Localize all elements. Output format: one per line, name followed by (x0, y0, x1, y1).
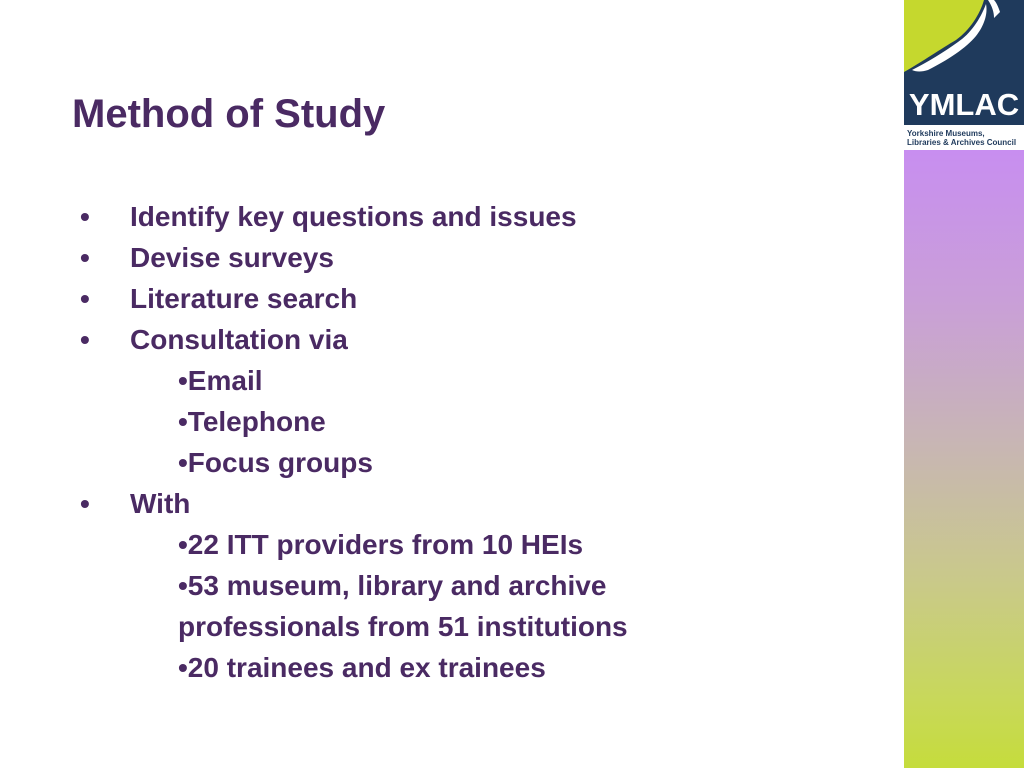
sub-item-text: professionals from 51 institutions (178, 611, 628, 642)
bullet-icon: • (80, 242, 90, 273)
sub-list-item (0, 360, 900, 401)
list-item (0, 483, 900, 524)
bullet-icon: • (80, 324, 90, 355)
sub-item-text: •Email (178, 365, 263, 396)
sub-item-text: •22 ITT providers from 10 HEIs (178, 529, 584, 560)
list-item (0, 319, 900, 360)
list-item-text: Literature search (130, 283, 358, 314)
sub-list-item (0, 442, 900, 483)
sub-item-text: •Telephone (178, 406, 326, 437)
logo-subtitle-line: Libraries & Archives Council (907, 138, 1017, 147)
sub-list-item (0, 565, 900, 606)
sub-list-item (0, 647, 900, 688)
sub-list-item-continuation (0, 606, 900, 647)
bullet-icon: • (80, 488, 90, 519)
sub-list-item (0, 524, 900, 565)
slide-title: Method of Study (72, 92, 386, 136)
logo-subtitle (907, 129, 1023, 147)
logo-wordmark: YMLAC (908, 87, 1020, 122)
list-item (0, 278, 900, 319)
list-item-text: Consultation via (130, 324, 348, 355)
sub-item-text: •53 museum, library and archive (178, 570, 607, 601)
bullet-icon: • (80, 201, 90, 232)
list-item (0, 196, 900, 237)
bullet-icon: • (80, 283, 90, 314)
sub-list-item (0, 401, 900, 442)
list-item-text: With (130, 488, 191, 519)
logo-subtitle-line: Yorkshire Museums, (907, 129, 985, 138)
bullet-list (0, 196, 900, 688)
sub-item-text: •20 trainees and ex trainees (178, 652, 546, 683)
ymlac-logo (904, 0, 1024, 150)
sub-item-text: •Focus groups (178, 447, 373, 478)
list-item-text: Identify key questions and issues (130, 201, 577, 232)
list-item (0, 237, 900, 278)
list-item-text: Devise surveys (130, 242, 334, 273)
